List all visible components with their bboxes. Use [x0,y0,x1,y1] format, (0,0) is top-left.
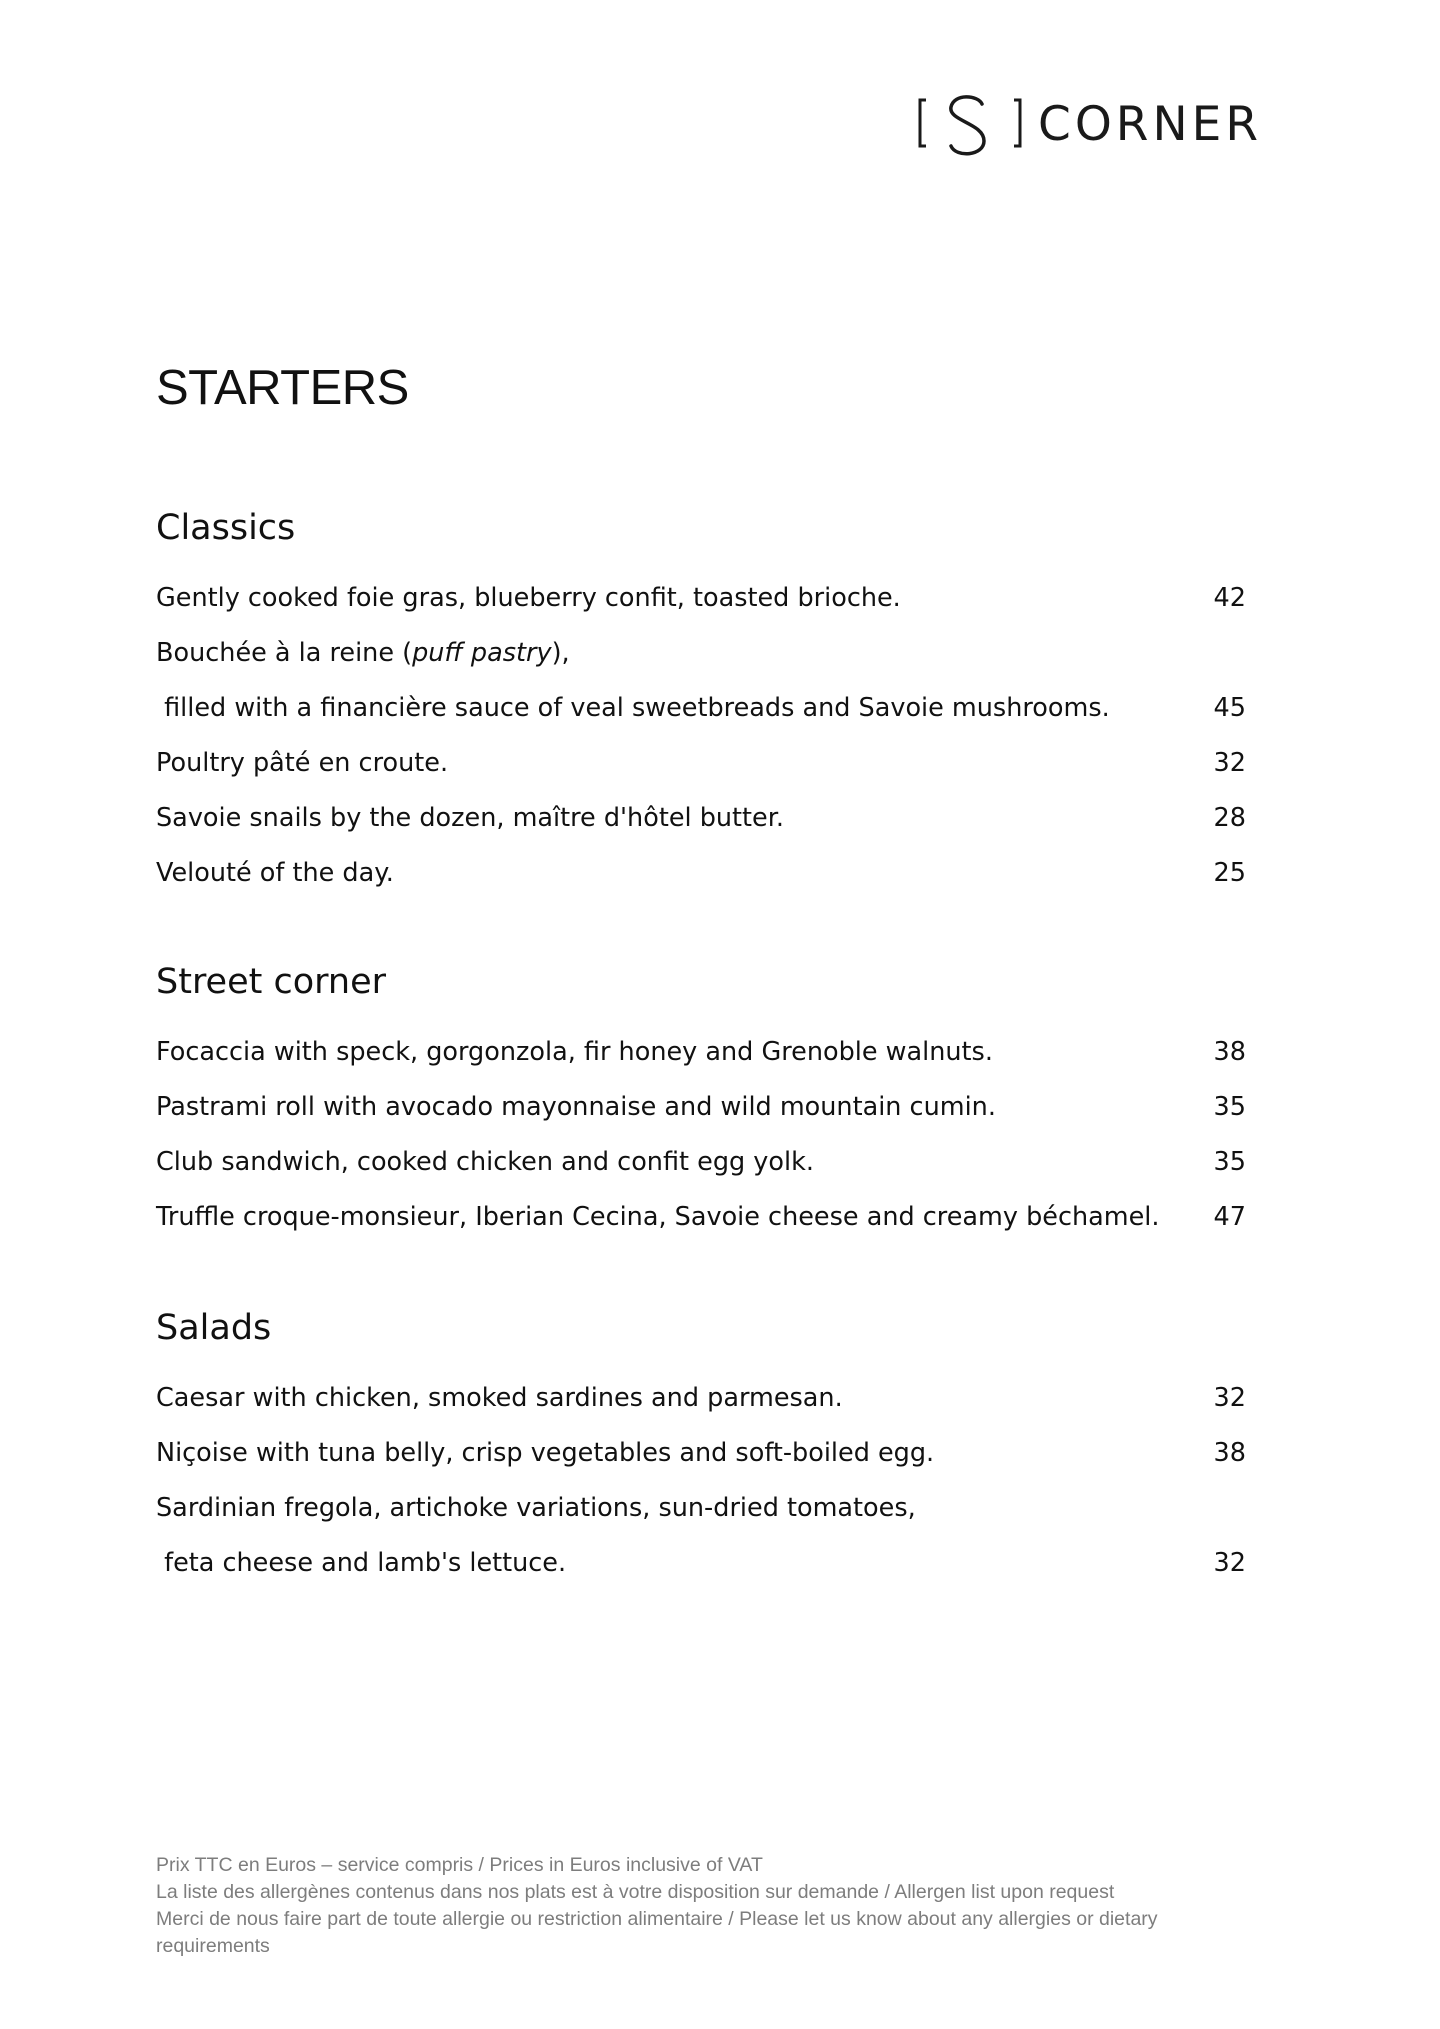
item-description: Gently cooked foie gras, blueberry confit, toasted brioche. [156,582,901,613]
footer-notes [156,1852,1206,1960]
section-street-corner [156,960,1246,1244]
menu-item [156,735,1246,790]
item-description: Focaccia with speck, gorgonzola, fir honey and Grenoble walnuts. [156,1036,993,1067]
item-description-text: ), [551,637,570,668]
section-classics [156,506,1246,900]
section-salads [156,1306,1246,1590]
footer-prices-note: Prix TTC en Euros – service compris / Prices in Euros inclusive of VAT [156,1854,763,1876]
section-heading: Street corner [156,962,387,1002]
item-description-italic: puff pastry [412,637,552,668]
item-description: Pastrami roll with avocado mayonnaise and wild mountain cumin. [156,1091,996,1122]
item-price: 45 [1213,692,1246,723]
menu-list [156,1370,1246,1590]
item-description-continued: feta cheese and lamb's lettuce. [156,1547,567,1578]
item-price: 47 [1213,1201,1246,1232]
item-price: 28 [1213,802,1246,833]
item-price: 42 [1213,582,1246,613]
item-description-continued: filled with a financière sauce of veal sweetbreads and Savoie mushrooms. [156,692,1110,723]
item-price: 38 [1213,1036,1246,1067]
item-price: 35 [1213,1146,1246,1177]
section-heading: Classics [156,508,296,548]
item-price: 35 [1213,1091,1246,1122]
menu-item [156,1079,1246,1134]
item-description: Velouté of the day. [156,857,394,888]
menu-list [156,1024,1246,1244]
item-price: 25 [1213,857,1246,888]
item-description: Sardinian fregola, artichoke variations, sun-dried tomatoes, [156,1492,916,1523]
menu-item [156,1370,1246,1425]
item-description: Club sandwich, cooked chicken and confit egg yolk. [156,1146,814,1177]
item-price: 32 [1213,1382,1246,1413]
item-price: 32 [1213,1547,1246,1578]
menu-item [156,1189,1246,1244]
menu-item [156,1024,1246,1079]
page-title: STARTERS [156,361,409,415]
menu-item [156,1425,1246,1480]
item-price: 38 [1213,1437,1246,1468]
item-description: Truffle croque-monsieur, Iberian Cecina, Savoie cheese and creamy béchamel. [156,1201,1160,1232]
item-description-text: Bouchée à la reine ( [156,637,413,668]
menu-item [156,1134,1246,1189]
section-heading: Salads [156,1308,272,1348]
menu-item [156,625,1246,735]
item-description: Poultry pâté en croute. [156,747,449,778]
footer-allergen-note: La liste des allergènes contenus dans nos plats est à votre disposition sur demande / Allergen list upon request [156,1881,1115,1903]
footer-allergy-request-note: Merci de nous faire part de toute allergie ou restriction alimentaire / Please let us know about any allergies or dietary requirements [156,1908,1158,1957]
item-description: Savoie snails by the dozen, maître d'hôtel butter. [156,802,784,833]
menu-item [156,570,1246,625]
brand-wordmark: CORNER [1038,97,1262,152]
item-description [156,638,1196,668]
item-price: 32 [1213,747,1246,778]
menu-item [156,845,1246,900]
s-bracket-logo-mark [918,90,1024,160]
menu-item [156,790,1246,845]
item-description: Niçoise with tuna belly, crisp vegetables and soft-boiled egg. [156,1437,935,1468]
item-description: Caesar with chicken, smoked sardines and parmesan. [156,1382,843,1413]
corner-logo [918,90,1262,160]
menu-item [156,1480,1246,1590]
menu-list [156,570,1246,900]
